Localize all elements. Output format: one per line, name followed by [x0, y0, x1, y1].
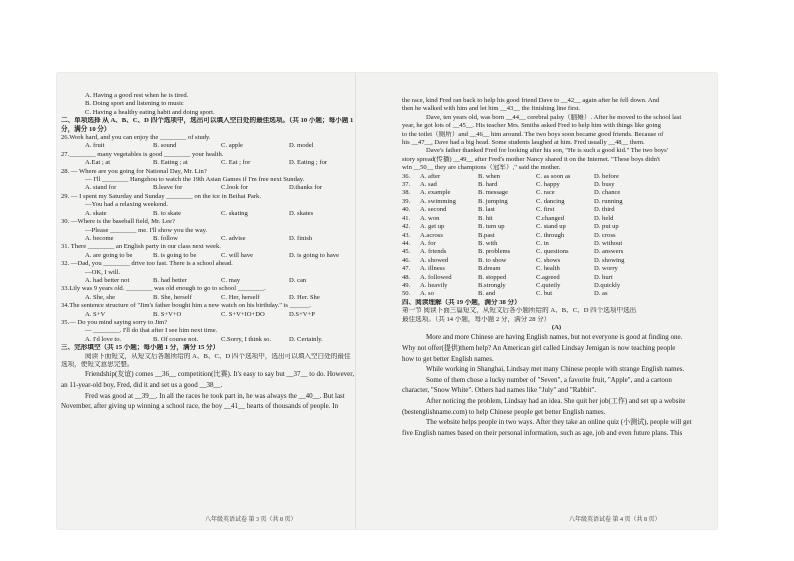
passage-line: While working in Shanghai, Lindsay met many Chinese people with strange English names. — [426, 365, 685, 374]
item-number: 42. — [402, 223, 411, 231]
cloze-choice-row — [402, 198, 711, 206]
answer-option: C. apple — [221, 142, 243, 150]
cloze-choice-row — [402, 257, 711, 265]
answer-option: A. second — [420, 206, 447, 214]
answer-option: B. Eating ; at — [153, 159, 188, 167]
cloze-line: November, after giving up winning a school race, the boy __41__ hearts of thousands of people. In — [61, 402, 339, 411]
item-number: 47. — [402, 265, 411, 273]
item-number: 40. — [402, 206, 411, 214]
answer-option: C.agreed — [536, 273, 560, 281]
answer-option: C. Eat ; for — [221, 159, 251, 167]
cloze-line: to the toilet（厕所）and __46__ him around. The two boys soon became good friends. Because of — [402, 130, 664, 138]
answer-option: D. cross — [594, 231, 616, 239]
item-number: 36. — [402, 172, 411, 180]
answer-option: C. race — [536, 189, 555, 197]
question-stem: 30. —Where is the baseball field, Mr. Lee? — [61, 218, 175, 226]
answer-option: C. shows — [536, 256, 561, 264]
answer-option: B. problems — [478, 248, 511, 256]
answer-option: D. chance — [594, 189, 621, 197]
answer-option: A. I'd love to. — [85, 335, 122, 343]
cloze-line: story spread(传播) __49__ after Fred's mother Nancy shared it on the Internet. "These boys didn't — [402, 155, 660, 163]
cloze-line: Dave's father thanked Fred for looking after his son, "He is such a good kid." The two boys' — [426, 147, 668, 155]
cloze-choice-row — [402, 290, 711, 298]
passage-line: Some of them chose a lucky number of "Seven", a favorite fruit, "Apple", and a cartoon — [426, 375, 672, 384]
option-line: B. Doing sport and listening to music — [85, 100, 184, 108]
question-stem: 29. — I spent my Saturday and Sunday ________ on the ice in Beihai Park. — [61, 192, 261, 200]
question-dialogue: —Please ________ me. I'll show you the way. — [85, 226, 208, 234]
answer-option: D. busy — [594, 181, 615, 189]
answer-option: B. when — [478, 172, 500, 180]
answer-option: A. so — [420, 290, 434, 298]
answer-option: C. S+V+IO+DO — [221, 310, 265, 318]
answer-option: D. finish — [289, 234, 313, 242]
answer-option: A. skate — [85, 209, 107, 217]
item-number: 46. — [402, 256, 411, 264]
answer-option: D. worry — [594, 265, 618, 273]
answer-option: C. stand up — [536, 223, 566, 231]
answer-option: A. sad — [420, 181, 437, 189]
answer-option: C. happy — [536, 181, 560, 189]
answer-option: B. hit — [478, 214, 493, 222]
item-number: 41. — [402, 214, 411, 222]
answer-options — [61, 210, 357, 218]
section-4-instructions: 第一节 阅读下面三篇短文，从短文后各小题所给的 A、B、C、D 四个选项中选出 — [402, 307, 637, 315]
answer-option: D. Eating ; for — [289, 159, 328, 167]
answer-option: A. example — [420, 189, 451, 197]
answer-option: D. without — [594, 239, 623, 247]
answer-option: A. for — [420, 239, 436, 247]
answer-option: C. but — [536, 290, 553, 298]
answer-option: B.past — [478, 231, 495, 239]
answer-option: B. sound — [153, 142, 177, 150]
cloze-line: then he walked with him and let him __43__ the finishing line first. — [402, 105, 581, 113]
answer-option: D.quickly — [594, 281, 621, 289]
answer-option: B. She, herself — [153, 293, 192, 301]
answer-option: B. with — [478, 239, 498, 247]
question-dialogue: —You had a relaxing weekend. — [85, 201, 169, 209]
answer-option: B. last — [478, 206, 495, 214]
answer-option: C. advise — [221, 234, 246, 242]
cloze-line: his __47__, Dave had a big head. Some students laughed at him. Fred usually __48__ them. — [402, 139, 645, 147]
answer-option: A. illness — [420, 265, 445, 273]
section-3-instructions: 阅读下面短文，从短文后各题所给的 A、B、C、D 四个选项中，选出可以填入空白处的最佳 — [85, 352, 351, 360]
answer-option: B. stopped — [478, 273, 507, 281]
answer-options — [61, 252, 357, 260]
answer-option: D. Certainly. — [289, 335, 323, 343]
answer-options — [61, 142, 357, 150]
cloze-choice-row — [402, 181, 711, 189]
item-number: 43. — [402, 231, 411, 239]
exam-sheet — [57, 73, 717, 529]
cloze-choice-row — [402, 223, 711, 231]
page-footer-right: 八年级英语试卷 第 4 页（共 8 页） — [569, 517, 661, 523]
answer-options — [61, 184, 357, 192]
answer-option: B. hard — [478, 181, 498, 189]
answer-option: A. had better not — [85, 276, 130, 284]
cloze-choices — [402, 173, 711, 299]
right-page — [400, 73, 717, 529]
answer-option: D. before — [594, 172, 619, 180]
section-2-title: 二、单项选择 从 A、B、C、D 四个选项中，选出可以填入空白处的最佳选项。（共 10 小题；每小题 1 分，满分 10 分） — [61, 117, 354, 133]
item-number: 50. — [402, 290, 411, 298]
cloze-choice-row — [402, 206, 711, 214]
answer-option: C. Her, herself — [221, 293, 260, 301]
answer-option: B. follow — [153, 234, 178, 242]
page-footer-left: 八年级英语试卷 第 3 页（共 8 页） — [205, 517, 297, 523]
answer-option: A. get up — [420, 223, 445, 231]
cloze-line: Dave, ten years old, was born __44__ cerebral palsy（脑瘫）. After he moved to the school last — [426, 113, 682, 121]
answer-option: D. model — [289, 142, 314, 150]
question-stem: 27.________ many vegetables is good ________ your health. — [61, 150, 224, 158]
item-number: 38. — [402, 189, 411, 197]
answer-option: C. health — [536, 265, 560, 273]
item-number: 48. — [402, 273, 411, 281]
answer-options — [61, 336, 357, 344]
cloze-line: the race, kind Fred ran back to help his good friend Dave to __42__ again after he fell down. And — [402, 97, 660, 104]
answer-option: A.across — [420, 231, 443, 239]
answer-option: A. friends — [420, 248, 447, 256]
answer-option: D. skates — [289, 209, 314, 217]
section-3-instructions: 选项，使短文意思完整。 — [61, 361, 134, 368]
answer-option: B. and — [478, 290, 496, 298]
answer-option: B. to skate — [153, 209, 182, 217]
section-3-title: 三、完形填空（共 15 小题；每小题 1 分，满分 15 分） — [61, 344, 220, 352]
cloze-line: an 11-year-old boy, Fred, did it and set us a good __38__. — [61, 381, 223, 389]
answer-option: A. showed — [420, 256, 449, 264]
passage-line: After noticing the problem, Lindsay had an idea. She quit her job(工作) and set up a website — [426, 396, 686, 405]
answer-option: C. in — [536, 239, 549, 247]
option-line: A. Having a good rest when he is tired. — [85, 92, 189, 99]
cloze-choice-row — [402, 265, 711, 273]
answer-option: A. won — [420, 214, 440, 222]
answer-option: D. Her. She — [289, 293, 320, 301]
passage-line: five English names based on their personal information, such as age, job and even future plans. This — [402, 428, 683, 437]
answer-option: B. is going to be — [153, 251, 197, 259]
passage-line: The website helps people in two ways. After they take an online quiz (小测试), people will get — [426, 418, 692, 427]
answer-option: B.leave for — [153, 184, 183, 192]
answer-option: C. skating — [221, 209, 248, 217]
answer-option: C.Sorry, I think so. — [221, 335, 272, 343]
answer-option: D. put up — [594, 223, 619, 231]
answer-option: A. heavily — [420, 281, 448, 289]
cloze-choice-row — [402, 248, 711, 256]
passage-line: More and more Chinese are having English names, but not everyone is good at finding one. — [426, 333, 683, 342]
option-line: C. Having a healthy eating habit and doing sport. — [85, 108, 215, 116]
cloze-choice-row — [402, 274, 711, 282]
item-number: 45. — [402, 248, 411, 256]
answer-option: C.look for — [221, 184, 249, 192]
item-number: 39. — [402, 197, 411, 205]
answer-option: C. dancing — [536, 197, 565, 205]
answer-option: A. She, she — [85, 293, 116, 301]
question-stem: 35.— Do you mind saying sorry to Jim? — [61, 318, 168, 326]
item-number: 37. — [402, 181, 411, 189]
answer-option: C. questions — [536, 248, 569, 256]
question-stem: 34.The sentence structure of "Jim's father bought him a new watch on his birthday." is ______. — [61, 302, 312, 310]
answer-option: A. after — [420, 172, 441, 180]
question-list — [61, 134, 357, 344]
passage-line: character, "Snow White". Others had names like "July" and "Rabbit". — [402, 386, 597, 395]
answer-option: A. become — [85, 234, 114, 242]
answer-option: B.dream — [478, 265, 501, 273]
cloze-choice-row — [402, 240, 711, 248]
answer-option: C. will have — [221, 251, 254, 259]
answer-option: A. swimming — [420, 197, 456, 205]
section-4-instructions: 最佳选项。（共 14 小题，每小题 2 分，满分 28 分） — [402, 315, 551, 323]
cloze-line: Fred was good at __39__. In all the races he took part in, he was always the __40__. But last — [85, 391, 345, 400]
answer-option: C.changed — [536, 214, 565, 222]
answer-option: B. S+V+O — [153, 310, 182, 318]
answer-option: D. can — [289, 276, 307, 284]
cloze-line: Friendship(友谊) comes __36__ competition(比赛). It's easy to say but __37__ to do. However, — [85, 370, 355, 379]
cloze-choice-row — [402, 215, 711, 223]
answer-option: D.S+V+P — [289, 310, 315, 318]
question-dialogue: — ________. I'll do that after I see him next time. — [85, 327, 218, 335]
cloze-line: win __50__ they are champions（冠军）," said the mother. — [402, 164, 561, 172]
answer-option: D. showing — [594, 256, 625, 264]
question-stem: 31. There ________ an English party in our class next week. — [61, 243, 221, 251]
answer-option: B. Of course not. — [153, 335, 199, 343]
cloze-choice-row — [402, 173, 711, 181]
passage-line: how to get better English names. — [402, 354, 494, 363]
question-stem: 26.Work hard, and you can enjoy the ________ of study. — [61, 134, 211, 142]
answer-option: A. S+V — [85, 310, 106, 318]
cloze-choice-row — [402, 232, 711, 240]
question-stem: 28. — Where are you going for National Day, Mr. Lin? — [61, 167, 207, 175]
answer-options — [61, 294, 357, 302]
answer-option: A.Eat ; at — [85, 159, 111, 167]
answer-option: B. turn up — [478, 223, 505, 231]
passage-line: Why not offer(提供)them help? An American girl called Lindsay Jemigan is now teaching people — [402, 343, 676, 352]
item-number: 49. — [402, 281, 411, 289]
answer-option: A. followed — [420, 273, 452, 281]
answer-option: A. stand for — [85, 184, 117, 192]
answer-option: B. had better — [153, 276, 187, 284]
answer-options — [61, 235, 357, 243]
answer-option: D. is going to have — [289, 251, 339, 259]
question-dialogue: — I'll ________ Hangzhou to watch the 19th Asian Games if I'm free next Sunday. — [85, 176, 305, 184]
cloze-line: year, he got lots of __45__. His teacher Mrs. Smiths asked Fred to help him with things like going — [402, 122, 661, 130]
answer-option: A. fruit — [85, 142, 105, 150]
cloze-choice-row — [402, 282, 711, 290]
answer-options — [61, 311, 357, 319]
answer-option: D.thanks for — [289, 184, 322, 192]
passage-label: (A) — [551, 323, 562, 331]
answer-option: C. may — [221, 276, 241, 284]
answer-option: B. jumping — [478, 197, 508, 205]
question-stem: 33.Lily was 9 years old. ________ was old enough to go to school ________. — [61, 285, 266, 293]
passage-line: (bestenglishname.com) to help Chinese people get better English names. — [402, 407, 606, 416]
question-stem: 32. —Dad, you ________ drive too fast. There is a school ahead. — [61, 260, 233, 268]
answer-option: C.quietly — [536, 281, 561, 289]
cloze-choice-row — [402, 189, 711, 197]
answer-options — [61, 277, 357, 285]
answer-option: D. third — [594, 206, 615, 214]
answer-option: C. first — [536, 206, 555, 214]
answer-option: A. are going to be — [85, 251, 133, 259]
answer-option: D. answers — [594, 248, 624, 256]
answer-options — [61, 159, 357, 167]
question-dialogue: —OK, I will. — [85, 268, 121, 276]
answer-option: D. running — [594, 197, 623, 205]
answer-option: D. held — [594, 214, 614, 222]
answer-option: B. to show — [478, 256, 507, 264]
answer-option: D. hurt — [594, 273, 613, 281]
answer-option: C. as soon as — [536, 172, 571, 180]
answer-option: B. message — [478, 189, 509, 197]
left-page — [57, 73, 357, 529]
section-4-title: 四、阅读理解（共 19 小题，满分 38 分） — [402, 298, 521, 306]
answer-option: D. as — [594, 290, 608, 298]
item-number: 44. — [402, 239, 411, 247]
answer-option: B.strongly — [478, 281, 506, 289]
answer-option: C. through — [536, 231, 565, 239]
